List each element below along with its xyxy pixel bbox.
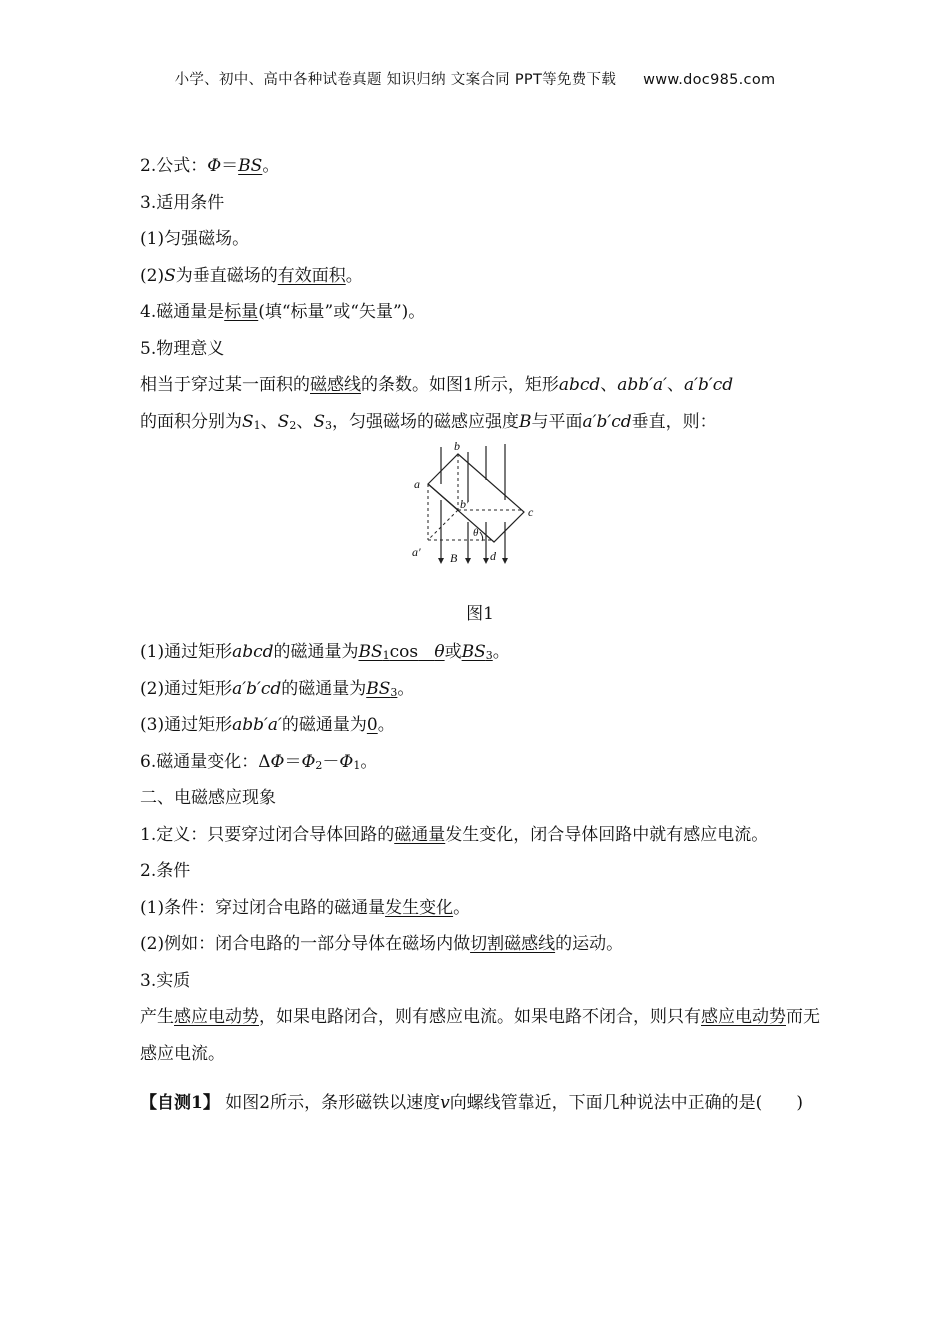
answer-blank: 标量 xyxy=(224,302,259,322)
label-theta: θ xyxy=(473,527,479,539)
scalar-line: 4.磁通量是标量(填“标量”或“矢量”)。 xyxy=(140,302,426,322)
question-1: (1)通过矩形abcd的磁通量为$BS_1\cos$ θ或$BS_3$。 xyxy=(140,642,510,662)
answer-blank: 感应电动势 xyxy=(174,1007,259,1027)
label-a-prime: a′ xyxy=(412,545,421,559)
self-test-tag: 【自测1】 xyxy=(140,1093,220,1113)
answer-blank: $BS_3$ xyxy=(366,678,398,699)
self-test-question: 【自测1】 如图2所示，条形磁铁以速度v向螺线管靠近，下面几种说法中正确的是( ) xyxy=(140,1093,803,1113)
label-c: c xyxy=(528,505,534,519)
header-url[interactable]: www.doc985.com xyxy=(643,72,776,88)
section-heading: 2.条件 xyxy=(140,861,191,881)
answer-blank: 切割磁感线 xyxy=(470,934,556,954)
label-a: a xyxy=(414,477,420,491)
answer-blank: 0 xyxy=(366,715,378,735)
condition-1: (1)匀强磁场。 xyxy=(140,229,250,249)
label-b-prime: b′ xyxy=(460,497,469,511)
condition-2: (2)S为垂直磁场的有效面积。 xyxy=(140,265,363,286)
question-3: (3)通过矩形abb′a′的磁通量为0。 xyxy=(140,715,395,735)
formula-line: 2.公式：Φ＝BS。 xyxy=(140,156,280,176)
figure-1 xyxy=(140,440,820,588)
dashed-edge xyxy=(428,510,458,540)
answer-blank: BS xyxy=(238,156,263,176)
answer-blank: 磁通量 xyxy=(394,824,446,845)
figure-caption: 图1 xyxy=(466,604,494,624)
condition-item-1: (1)条件：穿过闭合电路的磁通量发生变化。 xyxy=(140,897,471,918)
answer-blank: 有效面积 xyxy=(277,265,346,286)
label-d: d xyxy=(490,549,496,563)
answer-blank: 磁感线 xyxy=(310,375,361,395)
section-heading: 3.适用条件 xyxy=(140,192,225,213)
section-heading: 5.物理意义 xyxy=(140,338,225,359)
answer-blank: $BS_3$ xyxy=(461,642,493,662)
answer-blank: 感应电动势 xyxy=(701,1007,786,1027)
header-text: 小学、初中、高中各种试卷真题 知识归纳 文案合同 PPT等免费下载 xyxy=(174,72,617,88)
condition-item-2: (2)例如：闭合电路的一部分导体在磁场内做切割磁感线的运动。 xyxy=(140,934,624,954)
definition-paragraph: 1.定义：只要穿过闭合导体回路的磁通量发生变化，闭合导体回路中就有感应电流。 xyxy=(140,824,769,845)
theta-arc xyxy=(480,532,483,541)
magnetic-flux-diagram xyxy=(410,442,550,582)
flux-change-line: 6.磁通量变化：$\Delta\Phi=\Phi_2-\Phi_1$。 xyxy=(140,751,378,772)
question-2: (2)通过矩形a′b′cd的磁通量为$BS_3$。 xyxy=(140,678,415,699)
section-heading: 3.实质 xyxy=(140,970,191,991)
answer-blank: $BS_1\cos$ θ xyxy=(358,642,445,662)
document-body xyxy=(140,148,820,1122)
meaning-paragraph: 相当于穿过某一面积的磁感线的条数。如图1所示，矩形abcd、abb′a′、a′b′cd 的面积分别为$S_1$、$S_2$、$S_3$，匀强磁场的磁感应强度B与平面a′b′cd垂直，则： xyxy=(140,375,734,432)
part-heading: 二、电磁感应现象 xyxy=(140,788,276,808)
label-b: b xyxy=(454,442,460,453)
page-header xyxy=(0,68,950,89)
essence-paragraph: 产生感应电动势，如果电路闭合，则有感应电流。如果电路不闭合，则只有感应电动势而无感应电流。 xyxy=(140,1007,820,1064)
label-B: B xyxy=(450,551,458,565)
answer-blank: 发生变化 xyxy=(385,897,454,918)
